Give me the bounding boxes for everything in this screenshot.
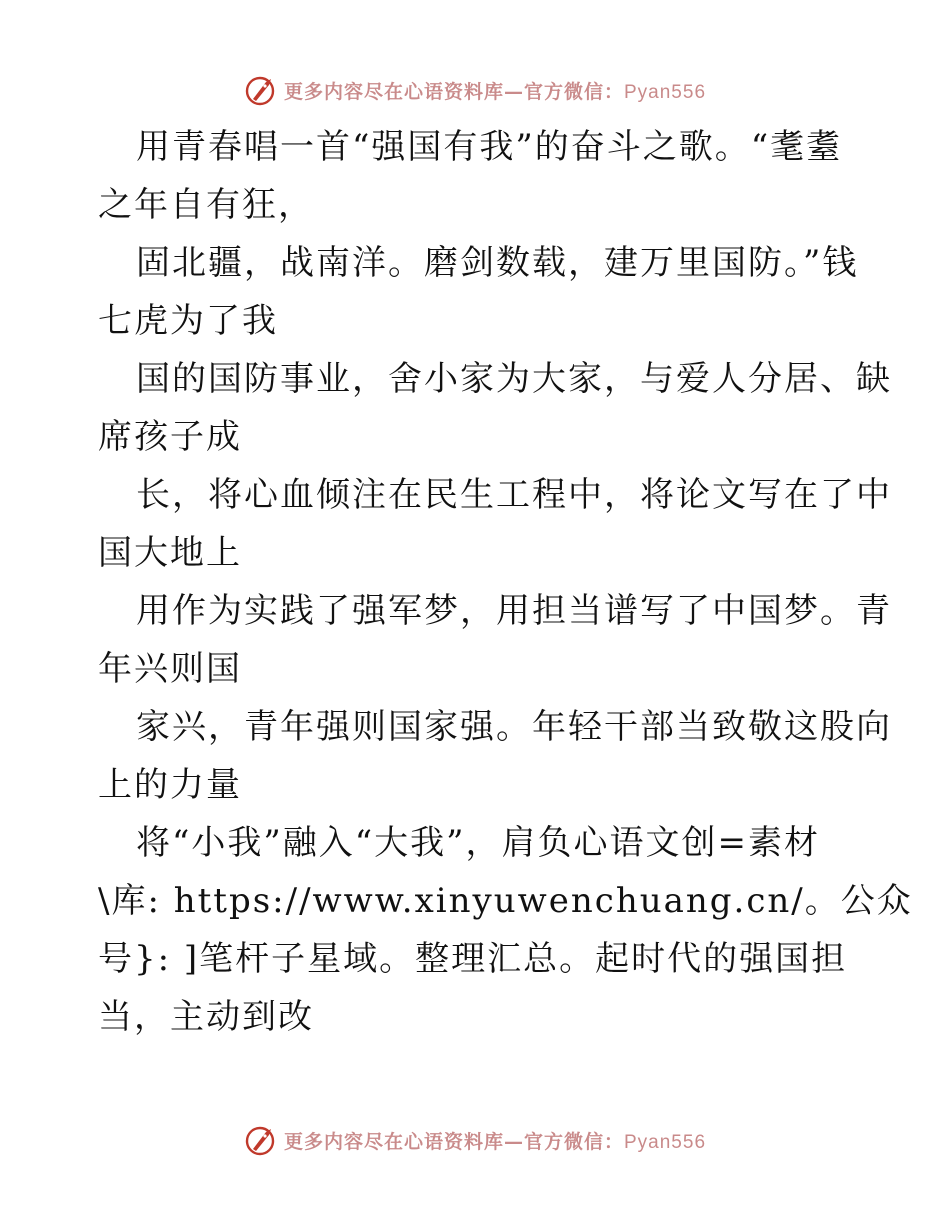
pen-nib-logo-icon (244, 1123, 278, 1157)
text-line: 上的力量 (98, 765, 242, 805)
banner-main-text: 更多内容尽在心语资料库—官方微信： (283, 80, 624, 103)
text-line: 号}: ]笔杆子星域。整理汇总。起时代的强国担 (98, 939, 848, 979)
banner-wechat-id: Pyan556 (624, 1131, 707, 1153)
pen-nib-logo-icon (244, 73, 278, 107)
text-line: 七虎为了我 (98, 301, 278, 341)
banner-text (284, 1127, 706, 1154)
text-line: \库: https://www.xinyuwenchuang.cn/。公众 (98, 881, 913, 921)
text-line: 国的国防事业，舍小家为大家，与爱人分居、缺 (136, 359, 892, 399)
text-line: 家兴，青年强则国家强。年轻干部当致敬这股向 (136, 707, 892, 747)
text-line: 年兴则国 (98, 649, 242, 689)
banner-main-text: 更多内容尽在心语资料库—官方微信： (283, 1130, 624, 1153)
text-line: 席孩子成 (98, 417, 242, 457)
text-line: 用青春唱一首“强国有我”的奋斗之歌。“耄耋 (136, 127, 843, 167)
text-line: 国大地上 (98, 533, 242, 573)
text-line: 固北疆，战南洋。磨剑数载，建万里国防。”钱 (136, 243, 859, 283)
footer-banner (0, 1120, 950, 1160)
text-line: 用作为实践了强军梦，用担当谱写了中国梦。青 (136, 591, 892, 631)
text-line: 之年自有狂， (98, 185, 314, 225)
header-banner (0, 70, 950, 110)
document-body (98, 118, 913, 1046)
text-line: 将“小我”融入“大我”，肩负心语文创=素材 (136, 823, 821, 863)
text-line: 长，将心血倾注在民生工程中，将论文写在了中 (136, 475, 892, 515)
text-line: 当，主动到改 (98, 997, 314, 1037)
banner-text (284, 77, 706, 104)
banner-wechat-id: Pyan556 (624, 81, 707, 103)
